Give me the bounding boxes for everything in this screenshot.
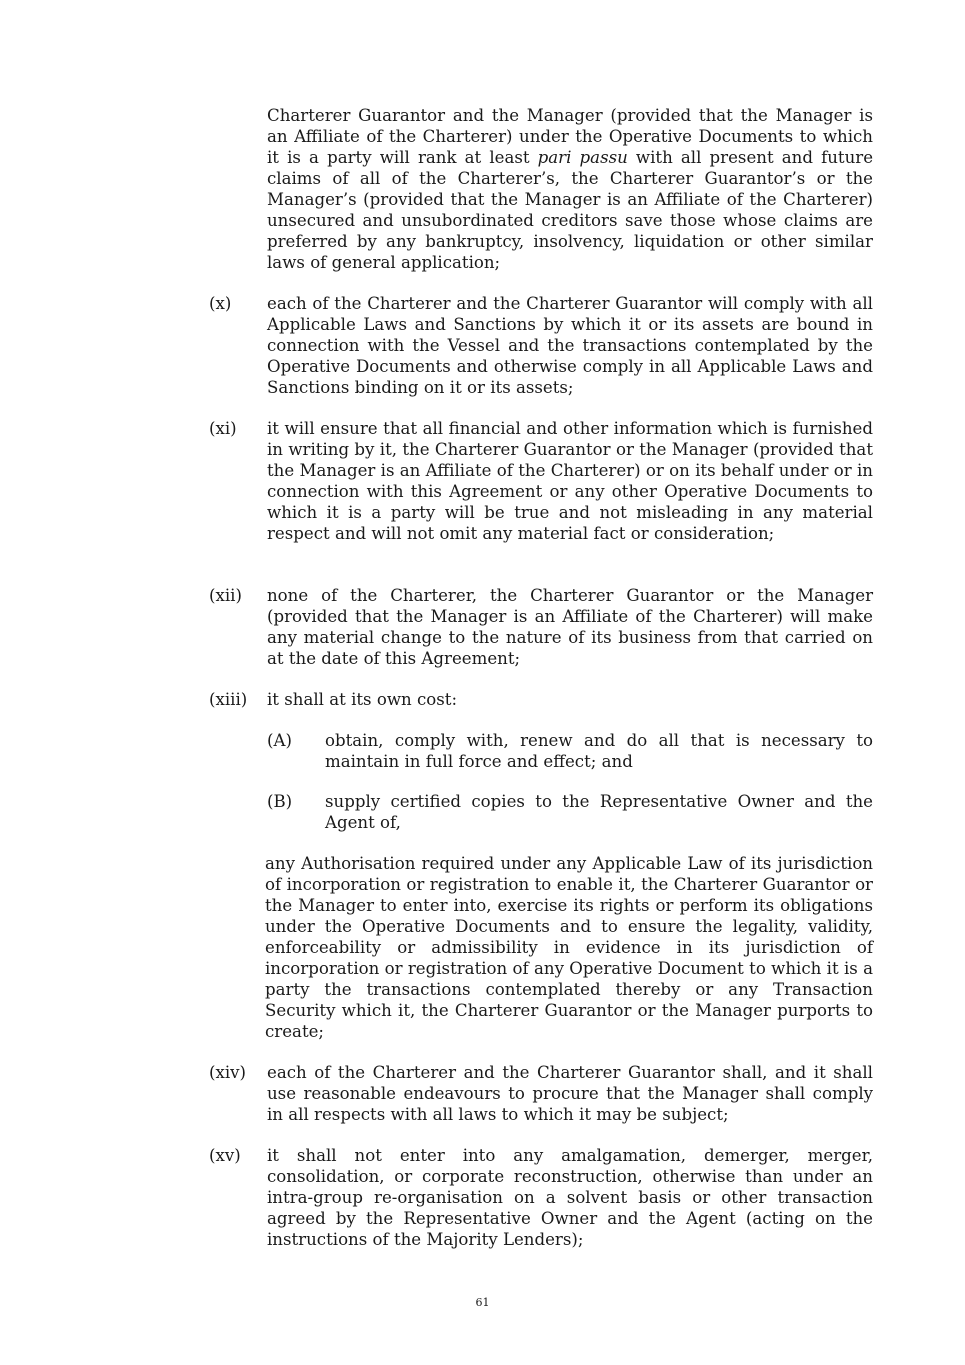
subclause-number-a: (A) [267, 731, 292, 750]
clause-text-xiv: each of the Charterer and the Charterer Guarantor shall, and it shall use reasonable endeavours to procure that the Manager shall comply in all respects with all laws to which it may be subject; [267, 1063, 873, 1124]
subclause-number-b: (B) [267, 792, 293, 811]
subclause-text-a: obtain, comply with, renew and do all that is necessary to maintain in full force and effect; and [325, 731, 873, 771]
clause-number-xii: (xii) [209, 586, 242, 605]
clause-text-xii: none of the Charterer, the Charterer Guarantor or the Manager (provided that the Manager is an Affiliate of the Charterer) will make any material change to the nature of its business from that carried on at the date of this Agreement; [267, 586, 873, 668]
intro-italic-term: pari passu [537, 148, 628, 167]
clause-text-x: each of the Charterer and the Charterer Guarantor will comply with all Applicable Laws and Sanctions by which it or its assets are bound in connection with the Vessel and the transactions contemplated by the Operative Documents and otherwise comply in all Applicable Laws and Sanctions binding on it or its assets; [267, 294, 873, 397]
clause-text-xv: it shall not enter into any amalgamation, demerger, merger, consolidation, or corporate reconstruction, otherwise than under an intra-group re-organisation on a solvent basis or other transaction agreed by the Representative Owner and the Agent (acting on the instructions of the Majority Lenders); [267, 1146, 873, 1249]
intro-text-end: with all present and future claims of all of the Charterer’s, the Charterer Guarantor’s or the Manager’s (provided that the Manager is an Affiliate of the Charterer) unsecured and unsubordinated creditors save those whose claims are preferred by any bankruptcy, insolvency, liquidation or other similar laws of general application; [267, 148, 874, 272]
clause-text-xi: it will ensure that all financial and other information which is furnished in writing by it, the Charterer Guarantor or the Manager (provided that the Manager is an Affiliate of the Charterer) or on its behalf under or in connection with this Agreement or any other Operative Documents to which it is a party will be true and not misleading in any material respect and will not omit any material fact or consideration; [267, 419, 873, 543]
intro-text-start: Charterer Guarantor and the Manager (provided that the Manager is an Affiliate of the Charterer) under the Operative Documents to which it is a party will rank at least [267, 106, 873, 167]
clause-number-xv: (xv) [209, 1146, 241, 1165]
clause-text-xiii: it shall at its own cost: [267, 690, 458, 709]
clause-xiii-continuation: any Authorisation required under any Applicable Law of its jurisdiction of incorporation or registration to enable it, the Charterer Guarantor or the Manager to enter into, exercise its rights or perform its obligations under the Operative Documents and to ensure the legality, validity, enforceability or admissibility in evidence in its jurisdiction of incorporation or registration of any Operative Document to which it is a party the transactions contemplated thereby or any Transaction Security which it, the Charterer Guarantor or the Manager purports to create; [265, 854, 873, 1041]
clause-number-xiv: (xiv) [209, 1063, 246, 1082]
clause-number-xi: (xi) [209, 419, 237, 438]
page-number: 61 [475, 1296, 490, 1309]
intro-paragraph [267, 105, 873, 273]
clause-number-x: (x) [209, 294, 232, 313]
clause-number-xiii: (xiii) [209, 690, 248, 709]
subclause-text-b: supply certified copies to the Representative Owner and the Agent of, [325, 792, 873, 832]
